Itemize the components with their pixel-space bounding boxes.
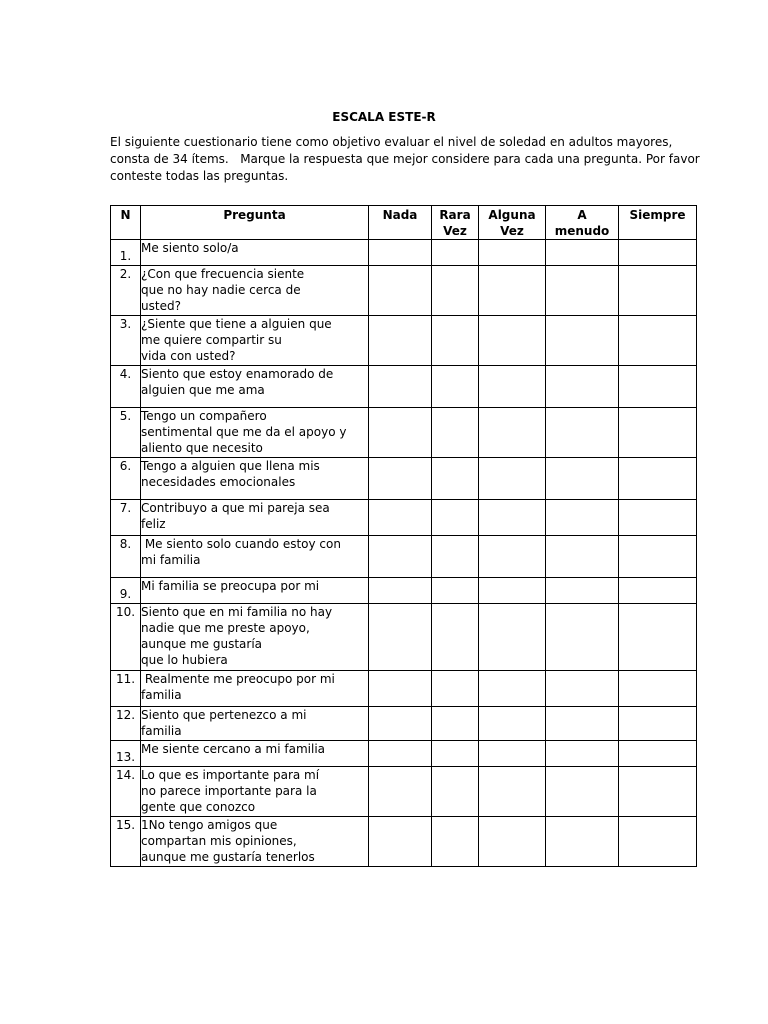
question-line: nadie que me preste apoyo, (141, 621, 310, 635)
question-line: aunque me gustaría tenerlos (141, 850, 315, 864)
header-a-menudo-line: menudo (554, 224, 610, 238)
question-line: ¿Siente que tiene a alguien que (141, 317, 332, 331)
answer-cell-siempre[interactable] (619, 767, 697, 817)
question-line: que no hay nadie cerca de (141, 283, 301, 297)
question-line: Me siento solo cuando estoy con (141, 537, 341, 551)
answer-cell-a-menudo[interactable] (546, 266, 619, 316)
question-text (141, 741, 369, 767)
instructions-paragraph (110, 134, 700, 185)
question-text (141, 536, 369, 578)
answer-cell-alguna-vez[interactable] (479, 741, 546, 767)
answer-cell-nada[interactable] (369, 707, 432, 741)
table-row (111, 536, 697, 578)
answer-cell-rara-vez[interactable] (432, 578, 479, 604)
answer-cell-a-menudo[interactable] (546, 707, 619, 741)
question-line: vida con usted? (141, 349, 236, 363)
header-a-menudo-line: A (577, 208, 587, 222)
answer-cell-a-menudo[interactable] (546, 578, 619, 604)
answer-cell-siempre[interactable] (619, 266, 697, 316)
question-line: me quiere compartir su (141, 333, 282, 347)
answer-cell-alguna-vez[interactable] (479, 266, 546, 316)
table-row (111, 366, 697, 408)
question-text (141, 316, 369, 366)
answer-cell-rara-vez[interactable] (432, 707, 479, 741)
answer-cell-nada[interactable] (369, 767, 432, 817)
item-number: 5. (111, 408, 141, 458)
item-number: 1. (111, 240, 141, 266)
answer-cell-nada[interactable] (369, 671, 432, 707)
table-row (111, 316, 697, 366)
table-row (111, 578, 697, 604)
answer-cell-siempre[interactable] (619, 817, 697, 867)
question-text (141, 366, 369, 408)
question-line: Contribuyo a que mi pareja sea (141, 501, 330, 515)
answer-cell-nada[interactable] (369, 536, 432, 578)
header-nada: Nada (369, 206, 432, 240)
answer-cell-siempre[interactable] (619, 500, 697, 536)
answer-cell-siempre[interactable] (619, 741, 697, 767)
answer-cell-rara-vez[interactable] (432, 266, 479, 316)
question-line: Siento que pertenezco a mi (141, 708, 307, 722)
answer-cell-siempre[interactable] (619, 671, 697, 707)
answer-cell-siempre[interactable] (619, 578, 697, 604)
answer-cell-rara-vez[interactable] (432, 671, 479, 707)
question-line: Realmente me preocupo por mi (141, 672, 335, 686)
header-alguna-vez (479, 206, 546, 240)
question-line: usted? (141, 299, 181, 313)
answer-cell-nada[interactable] (369, 240, 432, 266)
question-line: Lo que es importante para mí (141, 768, 320, 782)
document-title: ESCALA ESTE-R (332, 110, 436, 124)
table-row (111, 767, 697, 817)
question-line: Mi familia se preocupa por mi (141, 579, 320, 593)
item-number: 15. (111, 817, 141, 867)
answer-cell-alguna-vez[interactable] (479, 604, 546, 671)
question-text (141, 458, 369, 500)
question-line: que lo hubiera (141, 653, 228, 667)
answer-cell-rara-vez[interactable] (432, 366, 479, 408)
item-number: 8. (111, 536, 141, 578)
answer-cell-nada[interactable] (369, 500, 432, 536)
answer-cell-nada[interactable] (369, 408, 432, 458)
answer-cell-rara-vez[interactable] (432, 500, 479, 536)
question-line: Tengo un compañero (141, 409, 267, 423)
answer-cell-siempre[interactable] (619, 240, 697, 266)
answer-cell-a-menudo[interactable] (546, 366, 619, 408)
table-row (111, 741, 697, 767)
questionnaire-table (110, 205, 697, 867)
table-row (111, 604, 697, 671)
answer-cell-a-menudo[interactable] (546, 604, 619, 671)
answer-cell-a-menudo[interactable] (546, 767, 619, 817)
header-alguna-vez-line: Alguna (488, 208, 536, 222)
question-text (141, 767, 369, 817)
answer-cell-rara-vez[interactable] (432, 817, 479, 867)
question-line: Me siente cercano a mi familia (141, 742, 326, 756)
answer-cell-alguna-vez[interactable] (479, 240, 546, 266)
table-row (111, 240, 697, 266)
answer-cell-nada[interactable] (369, 604, 432, 671)
answer-cell-rara-vez[interactable] (432, 741, 479, 767)
answer-cell-alguna-vez[interactable] (479, 500, 546, 536)
question-line: compartan mis opiniones, (141, 834, 297, 848)
question-line: Me siento solo/a (141, 241, 239, 255)
answer-cell-nada[interactable] (369, 316, 432, 366)
item-number: 2. (111, 266, 141, 316)
answer-cell-a-menudo[interactable] (546, 671, 619, 707)
question-text (141, 707, 369, 741)
item-number: 14. (111, 767, 141, 817)
table-row (111, 671, 697, 707)
question-line: Siento que estoy enamorado de (141, 367, 334, 381)
item-number: 3. (111, 316, 141, 366)
table-row (111, 458, 697, 500)
answer-cell-siempre[interactable] (619, 458, 697, 500)
answer-cell-siempre[interactable] (619, 536, 697, 578)
table-row (111, 408, 697, 458)
question-line: necesidades emocionales (141, 475, 296, 489)
answer-cell-rara-vez[interactable] (432, 604, 479, 671)
answer-cell-nada[interactable] (369, 366, 432, 408)
question-text (141, 500, 369, 536)
answer-cell-rara-vez[interactable] (432, 240, 479, 266)
answer-cell-rara-vez[interactable] (432, 458, 479, 500)
header-siempre: Siempre (619, 206, 697, 240)
instructions-line: El siguiente cuestionario tiene como objetivo evaluar el nivel de soledad en adultos mayores, (110, 135, 673, 149)
answer-cell-nada[interactable] (369, 458, 432, 500)
answer-cell-alguna-vez[interactable] (479, 458, 546, 500)
question-text (141, 604, 369, 671)
header-alguna-vez-line: Vez (500, 224, 524, 238)
table-row (111, 266, 697, 316)
answer-cell-a-menudo[interactable] (546, 316, 619, 366)
item-number: 10. (111, 604, 141, 671)
answer-cell-a-menudo[interactable] (546, 458, 619, 500)
question-text (141, 408, 369, 458)
question-line: mi familia (141, 553, 201, 567)
question-line: sentimental que me da el apoyo y (141, 425, 347, 439)
table-row (111, 817, 697, 867)
answer-cell-a-menudo[interactable] (546, 536, 619, 578)
question-line: 1No tengo amigos que (141, 818, 278, 832)
table-header-row (111, 206, 697, 240)
question-line: feliz (141, 517, 166, 531)
answer-cell-alguna-vez[interactable] (479, 316, 546, 366)
table-body (111, 240, 697, 867)
question-text (141, 240, 369, 266)
answer-cell-a-menudo[interactable] (546, 408, 619, 458)
instructions-line: consta de 34 ítems. Marque la respuesta que mejor considere para cada una pregunta. Por favor (110, 152, 700, 166)
question-text (141, 266, 369, 316)
answer-cell-siempre[interactable] (619, 366, 697, 408)
answer-cell-rara-vez[interactable] (432, 316, 479, 366)
question-line: aunque me gustaría (141, 637, 263, 651)
question-line: alguien que me ama (141, 383, 265, 397)
answer-cell-nada[interactable] (369, 266, 432, 316)
answer-cell-nada[interactable] (369, 817, 432, 867)
question-text (141, 817, 369, 867)
answer-cell-rara-vez[interactable] (432, 536, 479, 578)
answer-cell-siempre[interactable] (619, 408, 697, 458)
item-number: 9. (111, 578, 141, 604)
question-line: Siento que en mi familia no hay (141, 605, 333, 619)
answer-cell-nada[interactable] (369, 741, 432, 767)
answer-cell-alguna-vez[interactable] (479, 536, 546, 578)
table-row (111, 707, 697, 741)
answer-cell-siempre[interactable] (619, 707, 697, 741)
item-number: 12. (111, 707, 141, 741)
answer-cell-a-menudo[interactable] (546, 741, 619, 767)
question-line: ¿Con que frecuencia siente (141, 267, 305, 281)
answer-cell-a-menudo[interactable] (546, 500, 619, 536)
header-rara-vez-line: Vez (443, 224, 467, 238)
question-line: familia (141, 688, 182, 702)
instructions-line: conteste todas las preguntas. (110, 169, 289, 183)
answer-cell-rara-vez[interactable] (432, 767, 479, 817)
question-text (141, 578, 369, 604)
answer-cell-alguna-vez[interactable] (479, 578, 546, 604)
answer-cell-alguna-vez[interactable] (479, 817, 546, 867)
item-number: 7. (111, 500, 141, 536)
header-a-menudo (546, 206, 619, 240)
answer-cell-alguna-vez[interactable] (479, 767, 546, 817)
answer-cell-a-menudo[interactable] (546, 817, 619, 867)
header-pregunta: Pregunta (141, 206, 369, 240)
answer-cell-siempre[interactable] (619, 316, 697, 366)
answer-cell-alguna-vez[interactable] (479, 707, 546, 741)
item-number: 4. (111, 366, 141, 408)
header-n: N (111, 206, 141, 240)
header-rara-vez-line: Rara (439, 208, 471, 222)
answer-cell-nada[interactable] (369, 578, 432, 604)
header-rara-vez (432, 206, 479, 240)
item-number: 11. (111, 671, 141, 707)
answer-cell-siempre[interactable] (619, 604, 697, 671)
answer-cell-alguna-vez[interactable] (479, 408, 546, 458)
question-line: aliento que necesito (141, 441, 263, 455)
answer-cell-a-menudo[interactable] (546, 240, 619, 266)
question-line: gente que conozco (141, 800, 256, 814)
item-number: 6. (111, 458, 141, 500)
answer-cell-rara-vez[interactable] (432, 408, 479, 458)
question-line: Tengo a alguien que llena mis (141, 459, 320, 473)
item-number: 13. (111, 741, 141, 767)
question-line: no parece importante para la (141, 784, 317, 798)
question-text (141, 671, 369, 707)
answer-cell-alguna-vez[interactable] (479, 366, 546, 408)
answer-cell-alguna-vez[interactable] (479, 671, 546, 707)
question-line: familia (141, 724, 182, 738)
table-row (111, 500, 697, 536)
